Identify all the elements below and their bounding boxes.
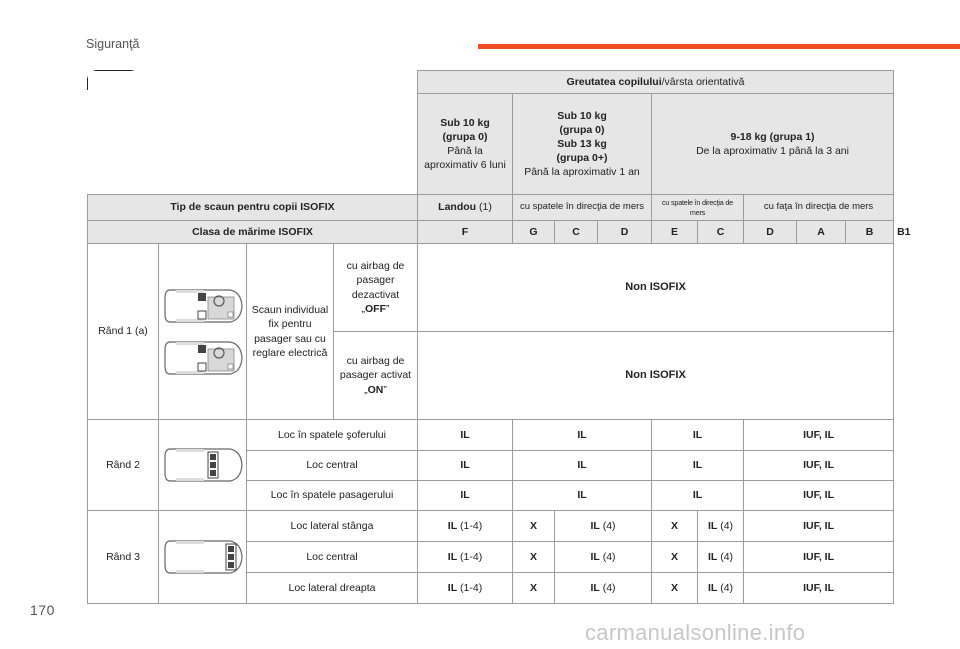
row3-seat-name: Loc lateral dreapta bbox=[247, 573, 418, 604]
isofix-compatibility-table: Greutatea copilului/vârsta orientativă Sub 10 kg (grupa 0) Până la aproximativ 6 luni Sub 10 kg (grupa 0) Sub 13 kg (grupa 0+) Până la aproximativ 1 an 9-18 kg (grupa 1) De la aproximativ 1 până la 3 ani Tip de scaun pentru copii ISOFIX Landou (1) cu spatele în direcţia de mers cu spatele în direcţia de mers cu faţa în direcţia de mers Clasa de mărime ISOFIX F G C D E C D A B B1 Rând 1 (a) Scaun individual fix pentru pasager sau cu reglare electrică cu airbag de pasager dezactivat „OFF” Non ISOFIX cu airbag de pasager activat „ON” Non ISOFIX Rând 2 Loc în spatele şoferului IL IL IL IUF, IL Loc central IL IL IL IUF, IL Loc în spatele pasagerului IL IL IL IUF, IL Rând 3 Loc lateral stânga IL (1-4) X IL (4) X IL (4) IUF, IL Loc central IL (1-4) X IL (4) X IL (4) IUF, IL Loc lateral dreapta IL (1-4) X IL (4) X IL (4) IUF, IL bbox=[87, 70, 894, 604]
row2-value: IL bbox=[652, 420, 744, 451]
group-1-header: 9-18 kg (grupa 1) De la aproximativ 1 până la 3 ani bbox=[652, 94, 894, 195]
row2-diagram bbox=[159, 420, 247, 511]
row2-value: IL bbox=[418, 420, 513, 451]
car-front-seat-airbag-off-icon bbox=[162, 284, 244, 328]
row3-value: IL (4) bbox=[698, 573, 744, 604]
weight-header: Greutatea copilului/vârsta orientativă bbox=[418, 71, 894, 94]
row3-value: IUF, IL bbox=[744, 542, 894, 573]
row2-value: IUF, IL bbox=[744, 451, 894, 481]
car-front-seat-airbag-on-icon bbox=[162, 336, 244, 380]
seat-type-forward-facing: cu faţa în direcţia de mers bbox=[744, 195, 894, 221]
row3-seat-name: Loc central bbox=[247, 542, 418, 573]
group-0-header: Sub 10 kg (grupa 0) Până la aproximativ 6 luni bbox=[418, 94, 513, 195]
row3-value: IL (4) bbox=[555, 542, 652, 573]
row2-value: IUF, IL bbox=[744, 481, 894, 511]
row2-label: Rând 2 bbox=[88, 420, 159, 511]
seat-type-landou: Landou (1) bbox=[418, 195, 513, 221]
size-class: D bbox=[598, 221, 652, 244]
row2-value: IL bbox=[513, 451, 652, 481]
page-number: 170 bbox=[30, 602, 55, 618]
car-row3-seats-icon bbox=[162, 535, 244, 579]
row3-diagram bbox=[159, 511, 247, 604]
size-class: F bbox=[418, 221, 513, 244]
row3-value: IUF, IL bbox=[744, 573, 894, 604]
size-class: C bbox=[555, 221, 598, 244]
row2-value: IL bbox=[513, 481, 652, 511]
row2-seat-name: Loc în spatele pasagerului bbox=[247, 481, 418, 511]
row2-seat-name: Loc central bbox=[247, 451, 418, 481]
row3-value: IL (4) bbox=[555, 573, 652, 604]
row1-diagram bbox=[159, 244, 247, 420]
seat-type-label: Tip de scaun pentru copii ISOFIX bbox=[88, 195, 418, 221]
row2-value: IL bbox=[418, 451, 513, 481]
row2-value: IL bbox=[418, 481, 513, 511]
row3-value: IL (1-4) bbox=[418, 573, 513, 604]
row2-seat-name: Loc în spatele şoferului bbox=[247, 420, 418, 451]
row1-airbag-off-result: Non ISOFIX bbox=[418, 244, 894, 332]
row3-label: Rând 3 bbox=[88, 511, 159, 604]
airbag-off-label: cu airbag de pasager dezactivat „OFF” bbox=[334, 244, 418, 332]
row1-seat-description: Scaun individual fix pentru pasager sau cu reglare electrică bbox=[247, 244, 334, 420]
row3-value: X bbox=[513, 511, 555, 542]
row3-value: IUF, IL bbox=[744, 511, 894, 542]
row2-value: IL bbox=[652, 481, 744, 511]
group-0plus-header: Sub 10 kg (grupa 0) Sub 13 kg (grupa 0+) Până la aproximativ 1 an bbox=[513, 94, 652, 195]
size-class: B bbox=[846, 221, 894, 244]
seat-type-rear-facing-1: cu spatele în direcţia de mers bbox=[513, 195, 652, 221]
airbag-on-label: cu airbag de pasager activat „ON” bbox=[334, 332, 418, 420]
size-class: G bbox=[513, 221, 555, 244]
row3-value: IL (4) bbox=[698, 511, 744, 542]
row2-value: IL bbox=[513, 420, 652, 451]
size-class: E bbox=[652, 221, 698, 244]
row1-label: Rând 1 (a) bbox=[88, 244, 159, 420]
row3-value: X bbox=[652, 573, 698, 604]
row3-value: IL (1-4) bbox=[418, 511, 513, 542]
seat-type-rear-facing-2: cu spatele în direcţia de mers bbox=[652, 195, 744, 221]
row3-value: IL (4) bbox=[698, 542, 744, 573]
size-class: D bbox=[744, 221, 797, 244]
row3-value: X bbox=[513, 573, 555, 604]
size-class: A bbox=[797, 221, 846, 244]
size-class: C bbox=[698, 221, 744, 244]
car-row2-seats-icon bbox=[162, 443, 244, 487]
row3-value: IL (1-4) bbox=[418, 542, 513, 573]
row2-value: IUF, IL bbox=[744, 420, 894, 451]
row2-value: IL bbox=[652, 451, 744, 481]
section-title: Siguranţă bbox=[86, 37, 140, 51]
row1-airbag-on-result: Non ISOFIX bbox=[418, 332, 894, 420]
row3-seat-name: Loc lateral stânga bbox=[247, 511, 418, 542]
row3-value: X bbox=[652, 511, 698, 542]
size-class-label: Clasa de mărime ISOFIX bbox=[88, 221, 418, 244]
row3-value: IL (4) bbox=[555, 511, 652, 542]
watermark: carmanualsonline.info bbox=[585, 620, 806, 645]
header-accent-bar bbox=[478, 44, 960, 49]
row3-value: X bbox=[652, 542, 698, 573]
row3-value: X bbox=[513, 542, 555, 573]
